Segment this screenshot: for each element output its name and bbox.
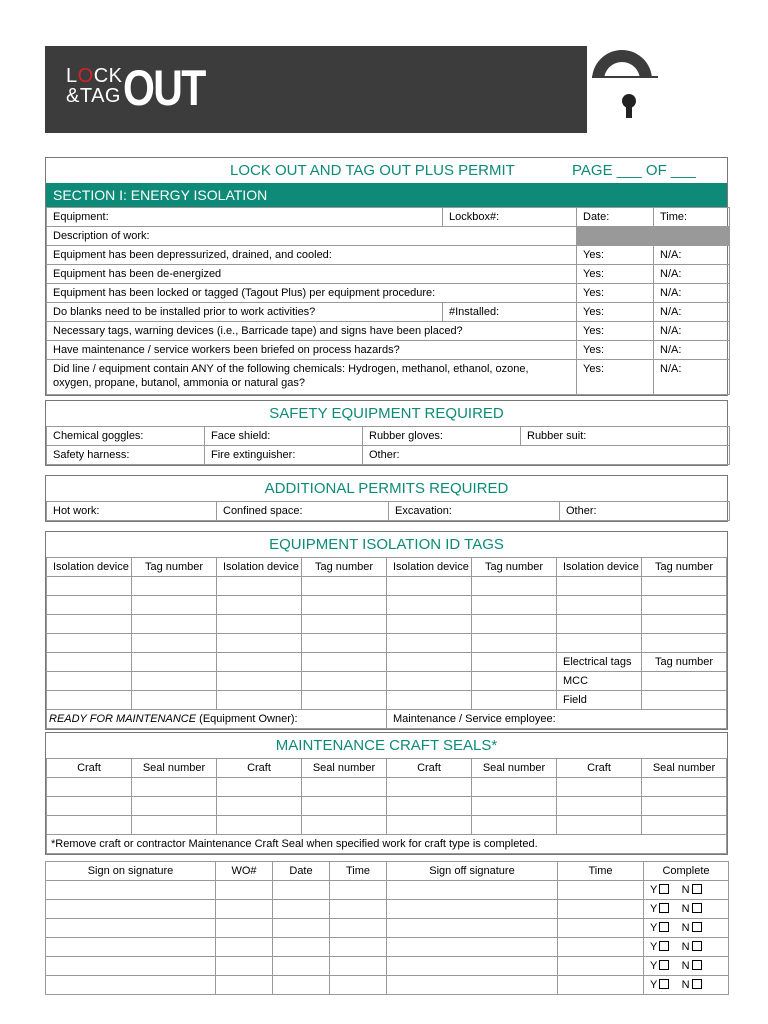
yes-field[interactable]: Yes:: [577, 265, 654, 284]
section-additional-permits: [45, 475, 728, 522]
section-energy-isolation: [45, 157, 728, 396]
yes-checkbox[interactable]: [659, 979, 669, 989]
seals-title: MAINTENANCE CRAFT SEALS*: [275, 737, 498, 754]
section-title: SECTION I: ENERGY ISOLATION: [46, 183, 727, 207]
no-checkbox[interactable]: [692, 903, 702, 913]
yes-checkbox[interactable]: [659, 903, 669, 913]
table-header-row: Sign on signature WO# Date Time Sign off signature Time Complete: [46, 862, 729, 881]
table-row[interactable]: [47, 634, 727, 653]
table-row[interactable]: [46, 976, 729, 995]
time-field[interactable]: Time:: [654, 208, 730, 227]
yes-field[interactable]: Yes:: [577, 360, 654, 395]
section-isolation-tags: [45, 531, 728, 730]
na-field[interactable]: N/A:: [654, 303, 730, 322]
section-signoff: [45, 861, 728, 995]
brand-logo-text: LOCK &TAG: [66, 65, 123, 107]
installed-field[interactable]: #Installed:: [443, 303, 577, 322]
na-field[interactable]: N/A:: [654, 322, 730, 341]
table-row[interactable]: [47, 577, 727, 596]
table-row: [47, 227, 730, 246]
complete-checkboxes: Y N: [644, 881, 729, 900]
table-row[interactable]: Field: [47, 691, 727, 710]
table-row: Safety harness: Fire extinguisher: Other:: [47, 446, 730, 465]
yes-field[interactable]: Yes:: [577, 322, 654, 341]
table-row: Do blanks need to be installed prior to work activities? #Installed: Yes: N/A:: [47, 303, 730, 322]
permits-title: ADDITIONAL PERMITS REQUIRED: [264, 480, 509, 497]
na-field[interactable]: N/A:: [654, 265, 730, 284]
safety-title: SAFETY EQUIPMENT REQUIRED: [269, 405, 504, 422]
complete-checkboxes: Y N: [644, 957, 729, 976]
table-row[interactable]: [47, 797, 727, 816]
complete-checkboxes: Y N: [644, 900, 729, 919]
equipment-field[interactable]: Equipment:: [47, 208, 443, 227]
yes-field[interactable]: Yes:: [577, 246, 654, 265]
table-row[interactable]: MCC: [47, 672, 727, 691]
no-checkbox[interactable]: [692, 960, 702, 970]
yes-field[interactable]: Yes:: [577, 341, 654, 360]
table-row[interactable]: Electrical tags Tag number: [47, 653, 727, 672]
padlock-icon: [587, 46, 680, 133]
lockbox-field[interactable]: Lockbox#:: [443, 208, 577, 227]
na-field[interactable]: N/A:: [654, 284, 730, 303]
table-row[interactable]: [46, 938, 729, 957]
permit-title: LOCK OUT AND TAG OUT PLUS PERMIT: [230, 162, 515, 179]
table-row: Have maintenance / service workers been briefed on process hazards? Yes: N/A:: [47, 341, 730, 360]
na-field[interactable]: N/A:: [654, 341, 730, 360]
section-craft-seals: [45, 732, 728, 855]
table-row: Did line / equipment contain ANY of the following chemicals: Hydrogen, methanol, ethanol, ozone, oxygen, propane, butanol, ammonia or natural gas? Yes: N/A:: [47, 360, 730, 395]
yes-checkbox[interactable]: [659, 884, 669, 894]
table-row[interactable]: [46, 881, 729, 900]
yes-field[interactable]: Yes:: [577, 284, 654, 303]
no-checkbox[interactable]: [692, 941, 702, 951]
equipment-owner-field[interactable]: READY FOR MAINTENANCE (Equipment Owner):: [47, 710, 387, 729]
table-row: Equipment has been depressurized, drained, and cooled: Yes: N/A:: [47, 246, 730, 265]
yes-checkbox[interactable]: [659, 922, 669, 932]
table-row: Necessary tags, warning devices (i.e., Barricade tape) and signs have been placed? Yes: N/A:: [47, 322, 730, 341]
brand-banner: [45, 46, 680, 133]
na-field[interactable]: N/A:: [654, 246, 730, 265]
table-row[interactable]: [47, 596, 727, 615]
yes-checkbox[interactable]: [659, 960, 669, 970]
date-field[interactable]: Date:: [577, 208, 654, 227]
table-row: Chemical goggles: Face shield: Rubber gloves: Rubber suit:: [47, 427, 730, 446]
table-header-row: Craft Seal number Craft Seal number Craft Seal number Craft Seal number: [47, 759, 727, 778]
description-field[interactable]: Description of work:: [47, 227, 577, 246]
yes-field[interactable]: Yes:: [577, 303, 654, 322]
table-row: Equipment has been de-energized Yes: N/A:: [47, 265, 730, 284]
no-checkbox[interactable]: [692, 922, 702, 932]
yes-checkbox[interactable]: [659, 941, 669, 951]
brand-logo-out: OUT: [123, 60, 205, 116]
na-field[interactable]: N/A:: [654, 360, 730, 395]
complete-checkboxes: Y N: [644, 938, 729, 957]
table-row: Hot work: Confined space: Excavation: Other:: [47, 502, 730, 521]
tags-title: EQUIPMENT ISOLATION ID TAGS: [269, 536, 504, 553]
table-row[interactable]: [47, 816, 727, 835]
service-employee-field[interactable]: Maintenance / Service employee:: [387, 710, 727, 729]
table-row: [47, 208, 730, 227]
table-row[interactable]: [47, 778, 727, 797]
table-header-row: Isolation device Tag number Isolation device Tag number Isolation device Tag number Isolation device Tag number: [47, 558, 727, 577]
no-checkbox[interactable]: [692, 979, 702, 989]
table-row: [47, 710, 727, 729]
complete-checkboxes: Y N: [644, 976, 729, 995]
table-row[interactable]: [46, 957, 729, 976]
table-row[interactable]: [47, 615, 727, 634]
section-safety-equipment: [45, 400, 728, 466]
seals-note: *Remove craft or contractor Maintenance Craft Seal when specified work for craft type is completed.: [47, 835, 727, 854]
complete-checkboxes: Y N: [644, 919, 729, 938]
table-row[interactable]: [46, 900, 729, 919]
table-row: [47, 835, 727, 854]
table-row: Equipment has been locked or tagged (Tagout Plus) per equipment procedure: Yes: N/A:: [47, 284, 730, 303]
page-of: PAGE ___ OF ___: [572, 162, 696, 179]
no-checkbox[interactable]: [692, 884, 702, 894]
table-row[interactable]: [46, 919, 729, 938]
permit-title-row: [46, 158, 727, 183]
